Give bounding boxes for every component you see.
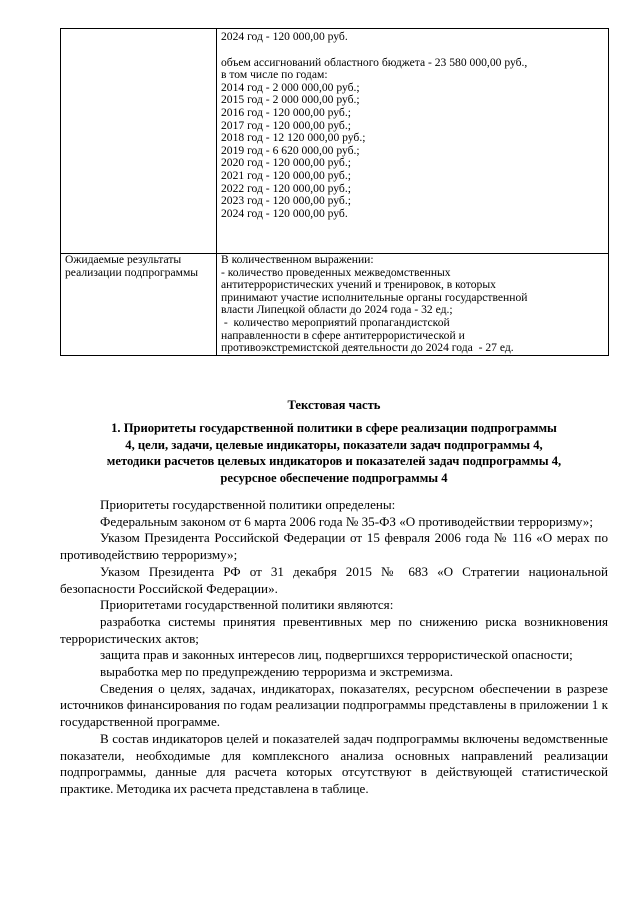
body-text — [60, 497, 608, 798]
funding-line: 2019 год - 6 620 000,00 руб.; — [221, 143, 360, 157]
funding-line: 2024 год - 120 000,00 руб. — [221, 206, 348, 220]
funding-line: в том числе по годам: — [221, 68, 328, 82]
funding-line: 2022 год - 120 000,00 руб.; — [221, 181, 351, 195]
funding-line: объем ассигнований областного бюджета - 23 580 000,00 руб., — [221, 55, 528, 69]
section-heading — [60, 420, 608, 486]
funding-line: 2023 год - 120 000,00 руб.; — [221, 194, 351, 208]
paragraph: выработка мер по предупреждению терроризма и экстремизма. — [100, 664, 453, 680]
section-title: Текстовая часть — [287, 398, 381, 412]
result-line: антитеррористических учений и тренировок, в которых — [221, 278, 496, 292]
heading-line: методики расчетов целевых индикаторов и показателей задач подпрограммы 4, — [106, 454, 562, 469]
paragraph: Приоритеты государственной политики определены: — [100, 497, 396, 512]
result-line: - количество проведенных межведомственных — [221, 265, 451, 279]
heading-line: 1. Приоритеты государственной политики в сфере реализации подпрограммы — [111, 421, 557, 435]
funding-line: 2021 год - 120 000,00 руб.; — [221, 168, 351, 182]
table-row — [61, 29, 609, 254]
paragraph: Указом Президента Российской Федерации от 15 февраля 2006 года № 116 «О мерах по противодействию терроризму»; — [60, 530, 608, 563]
table-cell-label-empty — [61, 29, 217, 254]
paragraph: Указом Президента РФ от 31 декабря 2015 № 683 «О Стратегии национальной безопасности Российской Федерации». — [60, 563, 608, 596]
result-line: власти Липецкой области до 2024 года - 32 ед.; — [221, 303, 453, 317]
paragraph: Сведения о целях, задачах, индикаторах, показателях, ресурсном обеспечении в разрезе источников финансирования по годам реализации подпрограммы представлены в приложении 1 к государственной программе. — [60, 680, 608, 730]
row-label-line: Ожидаемые результаты — [65, 253, 182, 266]
subprogram-passport-table — [60, 28, 609, 356]
heading-line: ресурсное обеспечение подпрограммы 4 — [220, 470, 448, 485]
funding-line: 2016 год - 120 000,00 руб.; — [221, 105, 351, 119]
paragraph: Федеральным законом от 6 марта 2006 года № 35-ФЗ «О противодействии терроризму»; — [100, 513, 593, 529]
funding-line: 2020 год - 120 000,00 руб.; — [221, 156, 351, 170]
funding-line: 2024 год - 120 000,00 руб. — [221, 30, 348, 43]
row-label-line: реализации подпрограммы — [65, 265, 199, 279]
table-cell-expected-results — [217, 254, 609, 356]
funding-line: 2014 год - 2 000 000,00 руб.; — [221, 80, 360, 94]
result-line: принимают участие исполнительные органы государственной — [221, 290, 528, 304]
paragraph: Приоритетами государственной политики являются: — [100, 597, 394, 613]
funding-line: 2017 год - 120 000,00 руб.; — [221, 118, 351, 132]
table-cell-expected-results-label — [61, 254, 217, 356]
table-cell-funding — [217, 29, 609, 254]
paragraph: В состав индикаторов целей и показателей задач подпрограммы включены ведомственные показатели, необходимые для комплексного анализа основных направлений реализации подпрограммы, данные для расчета которых отсутствуют в действующей статистической практике. Методика их расчета представлена в таблице. — [60, 730, 608, 796]
result-line: - количество мероприятий пропагандистской — [221, 315, 450, 329]
result-line: направленности в сфере антитеррористической и — [221, 328, 465, 342]
paragraph: защита прав и законных интересов лиц, подвергшихся террористической опасности; — [100, 647, 573, 663]
table-row — [61, 254, 609, 356]
funding-line: 2018 год - 12 120 000,00 руб.; — [221, 131, 366, 145]
result-line: противоэкстремистской деятельности до 2024 года - 27 ед. — [221, 341, 514, 355]
heading-line: 4, цели, задачи, целевые индикаторы, показатели задач подпрограммы 4, — [125, 437, 543, 452]
result-line: В количественном выражении: — [221, 253, 374, 266]
paragraph: разработка системы принятия превентивных мер по снижению риска возникновения террористических актов; — [60, 613, 608, 646]
paragraph-gap — [221, 44, 604, 57]
funding-line: 2015 год - 2 000 000,00 руб.; — [221, 93, 360, 107]
